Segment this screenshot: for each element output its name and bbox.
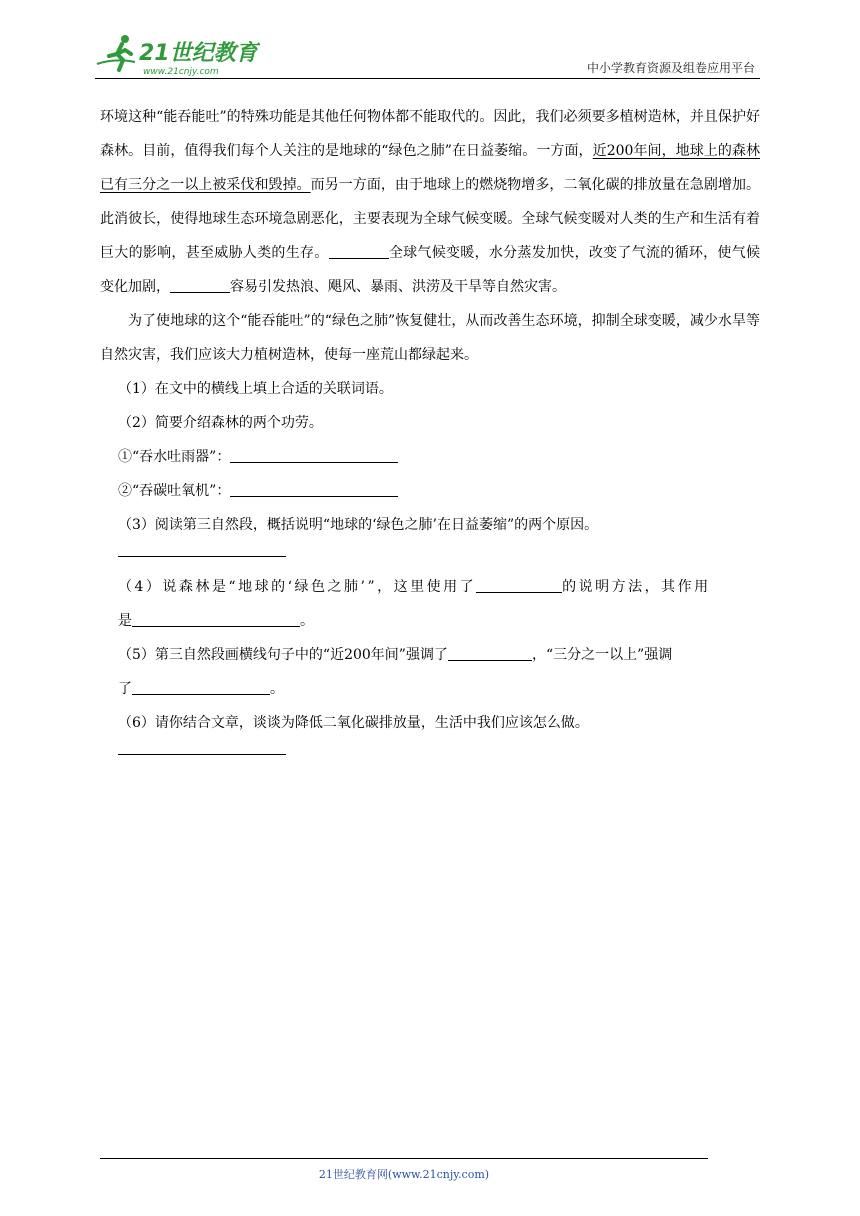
worksheet-content bbox=[100, 100, 760, 768]
question-label: 的说明方法，其作用 bbox=[562, 579, 711, 595]
question-3: （3）阅读第三自然段，概括说明“地球的‘绿色之肺’在日益萎缩”的两个原因。 bbox=[118, 517, 599, 533]
page-header bbox=[95, 30, 760, 79]
question-label: 了 bbox=[118, 681, 132, 697]
question-5-cont bbox=[100, 672, 760, 706]
question-label: 是 bbox=[118, 613, 132, 629]
answer-blank[interactable] bbox=[132, 610, 300, 627]
text-segment: 环境这种“能吞能吐”的特殊功能是其他任何物体都不能取代的。因此，我们必须要多植树造林，并且保护好森林。目前，值得我们每个人关注的是地球的“绿色之肺”在日益萎缩。一方面， bbox=[100, 109, 760, 159]
question-label: （5）第三自然段画横线句子中的“近200年间”强调了 bbox=[118, 647, 448, 663]
text-segment: 而另一方面，由于地球上的燃烧物增多，二氧化碳的排放量在急剧增加。此消彼长，使得地球生态环境急剧恶化，主要表现为全球气候变暖。全球气候变暖对人类的生产和生活有着巨大的影响，甚至威胁人类的生存。 bbox=[100, 177, 761, 261]
question-1: （1）在文中的横线上填上合适的关联词语。 bbox=[118, 381, 393, 397]
question-2: （2）简要介绍森林的两个功劳。 bbox=[118, 415, 323, 431]
question-label: ②“吞碳吐氧机”： bbox=[118, 483, 231, 499]
question-4-cont bbox=[100, 604, 760, 638]
passage-paragraph-3 bbox=[100, 100, 760, 304]
svg-text:www.21cnjy.com: www.21cnjy.com bbox=[143, 67, 219, 76]
answer-blank[interactable] bbox=[230, 480, 398, 497]
underlined-sentence: 近200年间，地球上的森林已有三分之一以上被采伐和毁掉。 bbox=[100, 143, 760, 193]
svg-text:21世纪教育: 21世纪教育 bbox=[139, 41, 258, 66]
answer-blank[interactable] bbox=[448, 644, 532, 661]
question-5 bbox=[100, 638, 760, 672]
question-6: （6）请你结合文章，谈谈为降低二氧化碳排放量，生活中我们应该怎么做。 bbox=[118, 715, 589, 731]
question-label: 。 bbox=[300, 613, 314, 629]
site-logo bbox=[95, 32, 260, 76]
question-label: （4）说森林是“地球的‘绿色之肺’”，这里使用了 bbox=[118, 579, 477, 595]
question-label: ，“三分之一以上”强调 bbox=[531, 647, 673, 663]
answer-row bbox=[100, 740, 760, 768]
question-2b bbox=[100, 474, 760, 508]
question-4 bbox=[100, 570, 760, 604]
runner-icon bbox=[97, 35, 135, 70]
answer-blank[interactable] bbox=[476, 576, 562, 593]
question-label: 。 bbox=[270, 681, 284, 697]
footer-text[interactable]: 21世纪教育网(www.21cnjy.com) bbox=[318, 1168, 490, 1181]
answer-line-q6[interactable] bbox=[118, 754, 286, 755]
platform-label: 中小学教育资源及组卷应用平台 bbox=[586, 61, 755, 75]
answer-blank[interactable] bbox=[230, 446, 398, 463]
question-2a bbox=[100, 440, 760, 474]
answer-blank[interactable] bbox=[132, 678, 270, 695]
blank-conjunction-1[interactable] bbox=[329, 242, 389, 259]
footer-divider bbox=[100, 1158, 708, 1159]
answer-line-q3[interactable] bbox=[118, 556, 286, 557]
question-label: ①“吞水吐雨器”： bbox=[118, 449, 231, 465]
blank-conjunction-2[interactable] bbox=[170, 276, 230, 293]
passage-paragraph-4: 为了使地球的这个“能吞能吐”的“绿色之肺”恢复健壮，从而改善生态环境，抑制全球变暖，减少水旱等自然灾害，我们应该大力植树造林，使每一座荒山都绿起来。 bbox=[100, 313, 760, 363]
text-segment: 容易引发热浪、飓风、暴雨、洪涝及干旱等自然灾害。 bbox=[230, 279, 566, 295]
answer-row bbox=[100, 542, 760, 570]
text-segment: 全球气候变暖，水分蒸发加快，改变了气流的循环，使气候变化加剧， bbox=[100, 245, 761, 295]
